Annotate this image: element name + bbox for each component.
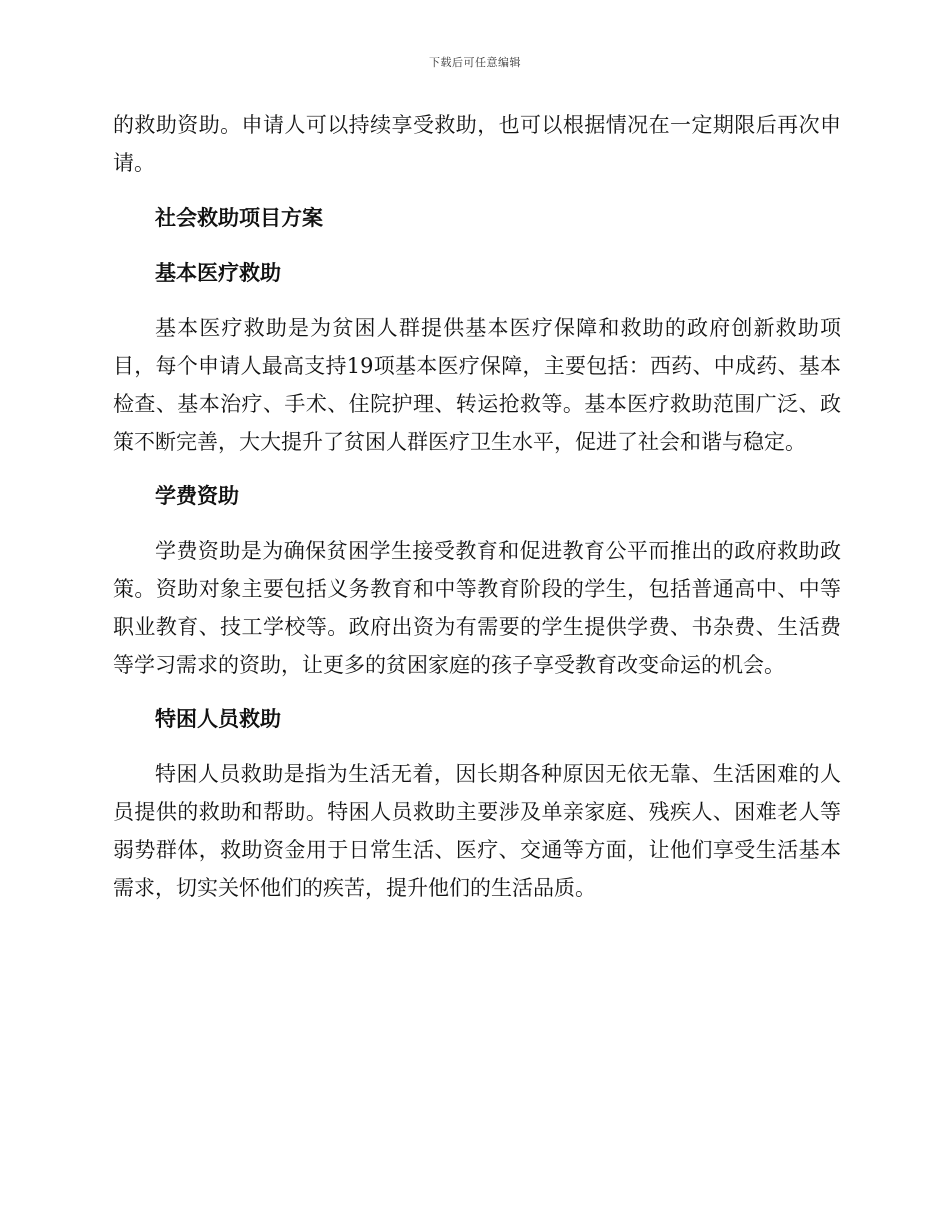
document-title: 社会救助项目方案 bbox=[155, 205, 323, 230]
section-body-extreme-poverty: 特困人员救助是指为生活无着，因长期各种原因无依无靠、生活困难的人员提供的救助和帮助。特困人员救助主要涉及单亲家庭、残疾人、困难老人等弱势群体，救助资金用于日常生活、医疗、交通等方面，让他们享受生活基本需求，切实关怀他们的疾苦，提升他们的生活品质。 bbox=[113, 762, 841, 900]
page-header: 下载后可任意编辑 bbox=[429, 56, 521, 69]
intro-paragraph: 的救助资助。申请人可以持续享受救助，也可以根据情况在一定期限后再次申请。 bbox=[113, 113, 841, 175]
section-heading-tuition: 学费资助 bbox=[155, 483, 239, 508]
section-heading-extreme-poverty: 特困人员救助 bbox=[155, 706, 281, 731]
section-body-medical: 基本医疗救助是为贫困人群提供基本医疗保障和救助的政府创新救助项目，每个申请人最高支持19项基本医疗保障，主要包括：西药、中成药、基本检查、基本治疗、手术、住院护理、转运抢救等。基本医疗救助范围广泛、政策不断完善，大大提升了贫困人群医疗卫生水平，促进了社会和谐与稳定。 bbox=[113, 316, 841, 454]
section-body-tuition: 学费资助是为确保贫困学生接受教育和促进教育公平而推出的政府救助政策。资助对象主要包括义务教育和中等教育阶段的学生，包括普通高中、中等职业教育、技工学校等。政府出资为有需要的学生提供学费、书杂费、生活费等学习需求的资助，让更多的贫困家庭的孩子享受教育改变命运的机会。 bbox=[113, 539, 841, 677]
section-heading-medical: 基本医疗救助 bbox=[155, 260, 281, 285]
document-body bbox=[113, 106, 841, 907]
